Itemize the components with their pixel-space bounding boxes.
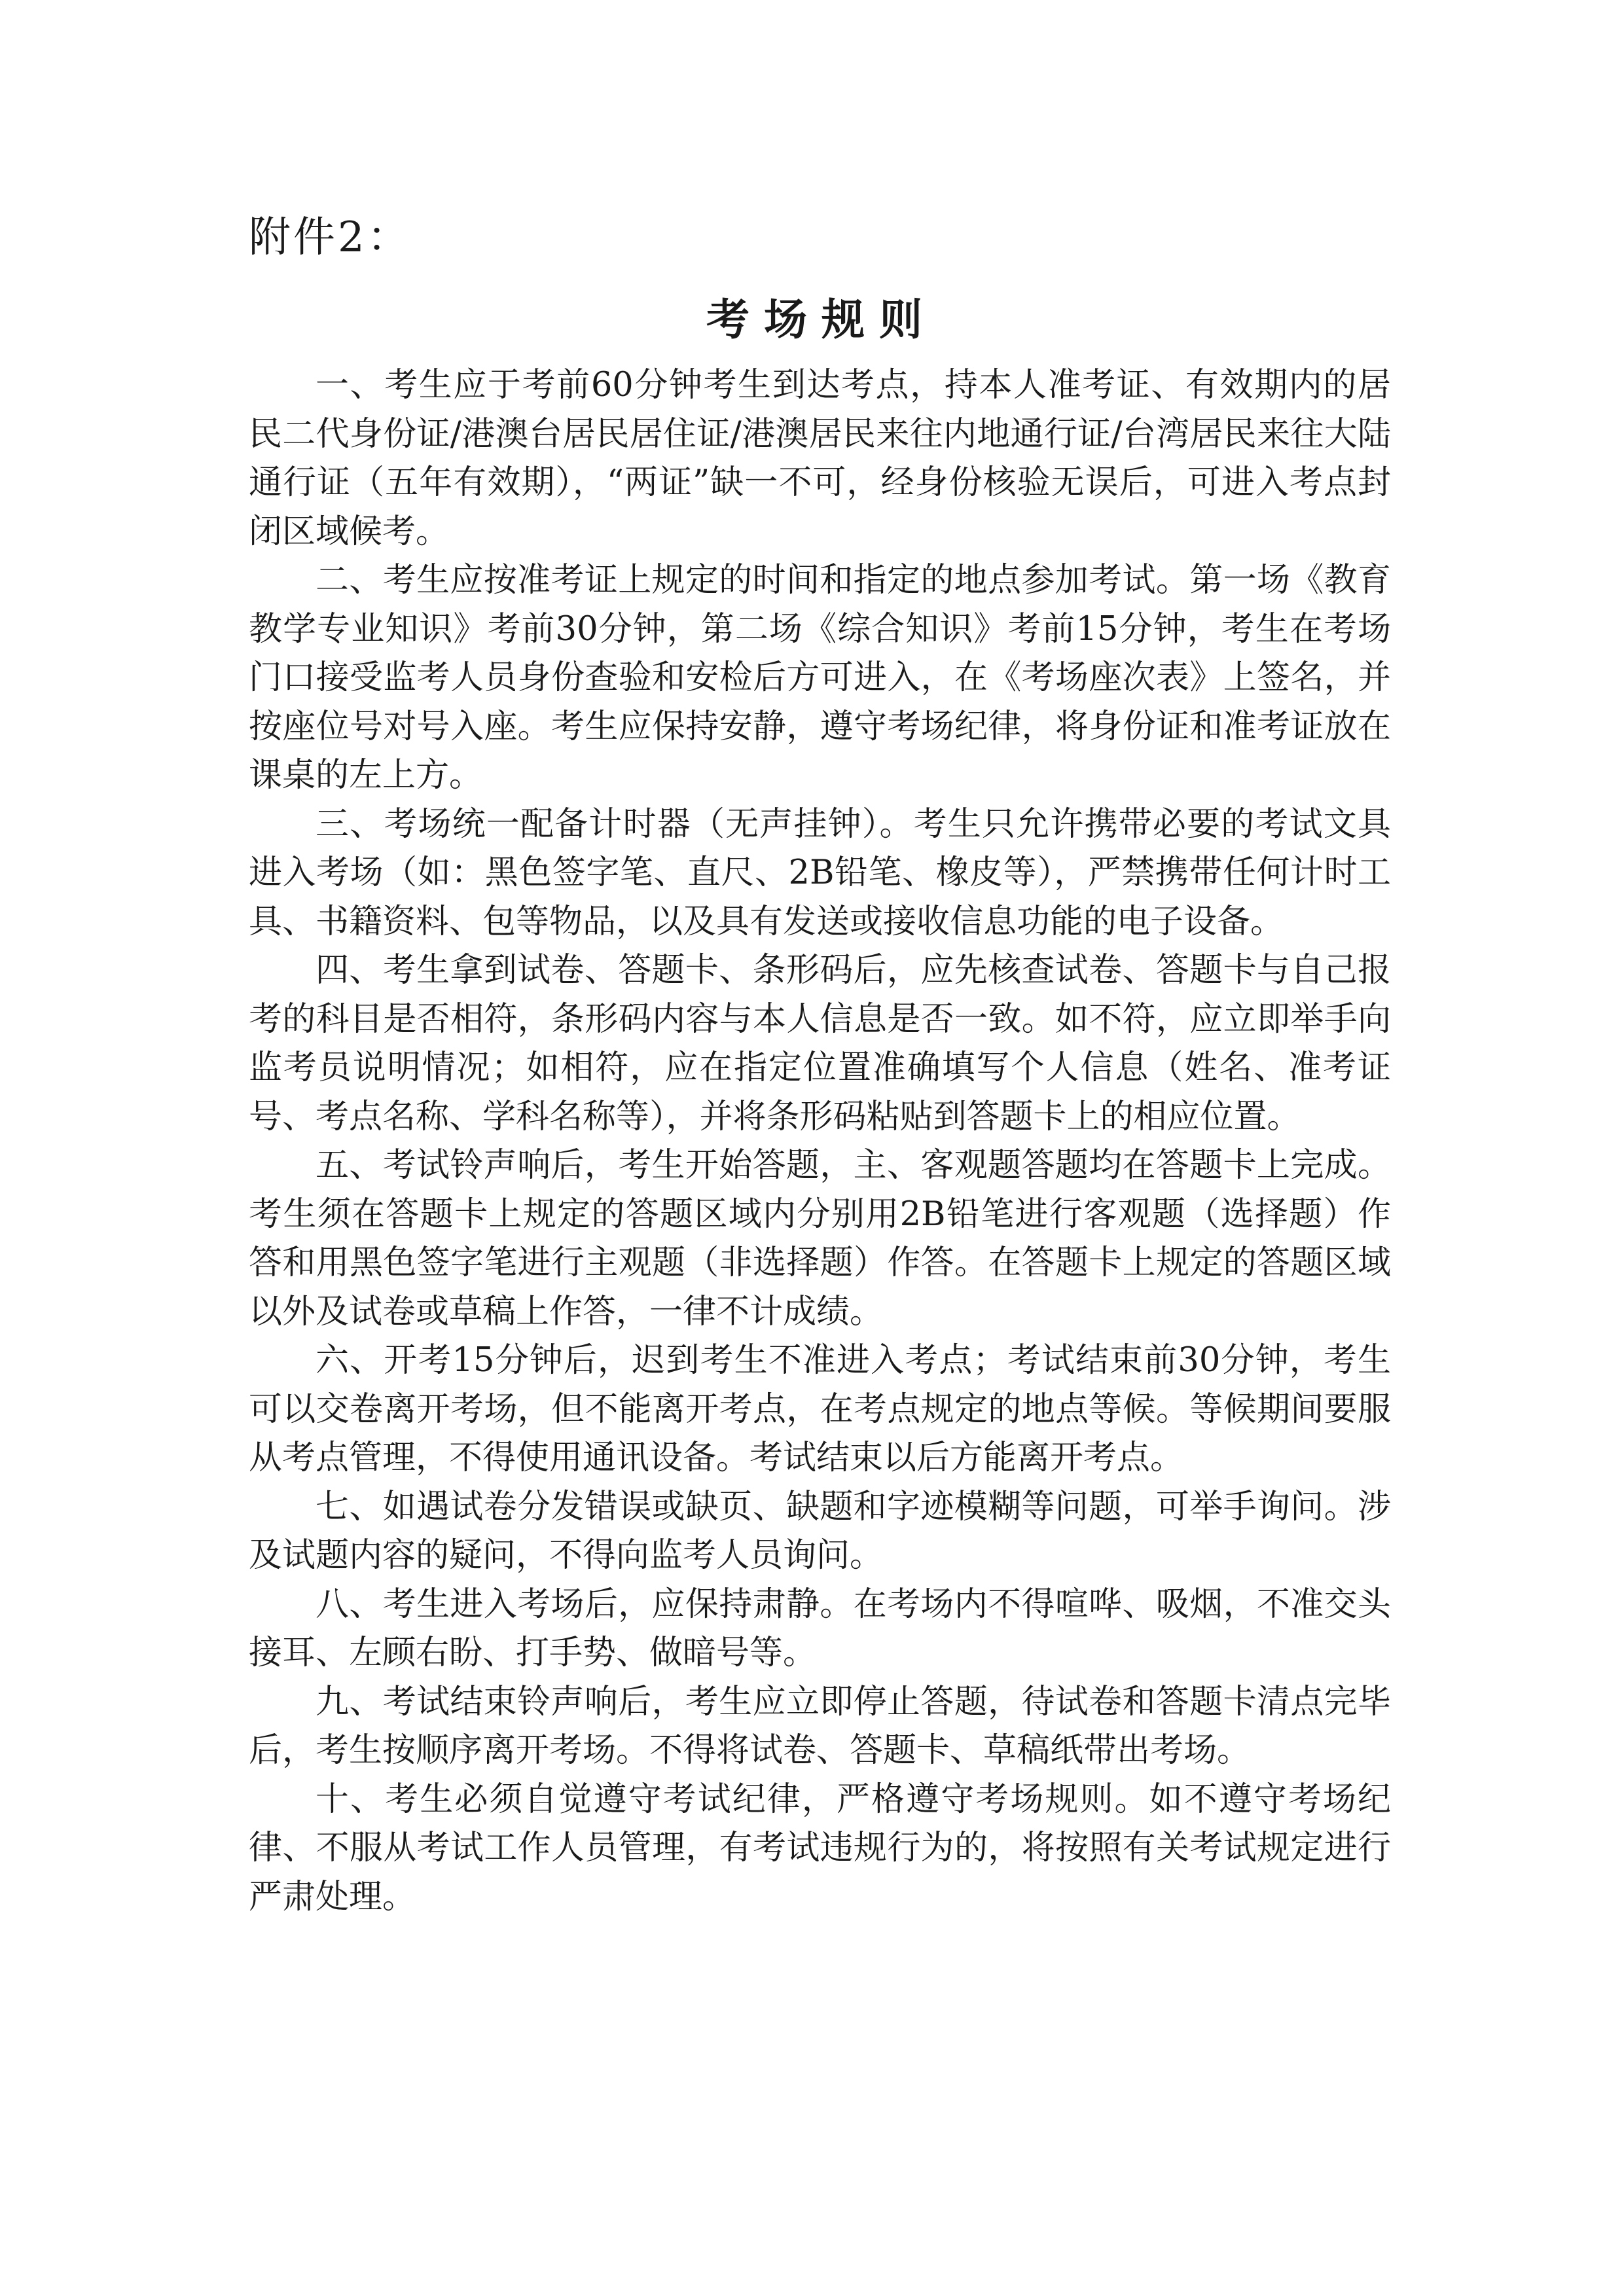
document-title: 考场规则 — [706, 294, 937, 345]
rule-paragraph-1: 一、考生应于考前60分钟考生到达考点，持本人准考证、有效期内的居民二代身份证/港澳台居民居住证/港澳居民来往内地通行证/台湾居民来往大陆通行证（五年有效期），“两证”缺一不可，经身份核验无误后，可进入考点封闭区域候考。 — [249, 366, 1391, 551]
rule-paragraph-10: 十、考生必须自觉遵守考试纪律，严格遵守考场规则。如不遵守考场纪律、不服从考试工作人员管理，有考试违规行为的，将按照有关考试规定进行严肃处理。 — [249, 1780, 1391, 1916]
rule-paragraph-8: 八、考生进入考场后，应保持肃静。在考场内不得喧哗、吸烟，不准交头接耳、左顾右盼、打手势、做暗号等。 — [249, 1585, 1391, 1672]
rule-paragraph-2: 二、考生应按准考证上规定的时间和指定的地点参加考试。第一场《教育教学专业知识》考前30分钟，第二场《综合知识》考前15分钟，考生在考场门口接受监考人员身份查验和安检后方可进入，在《考场座次表》上签名，并按座位号对号入座。考生应保持安静，遵守考场纪律，将身份证和准考证放在课桌的左上方。 — [249, 561, 1391, 795]
rule-paragraph-6: 六、开考15分钟后，迟到考生不准进入考点；考试结束前30分钟，考生可以交卷离开考场，但不能离开考点，在考点规定的地点等候。等候期间要服从考点管理，不得使用通讯设备。考试结束以后方能离开考点。 — [249, 1341, 1391, 1477]
rule-paragraph-5: 五、考试铃声响后，考生开始答题，主、客观题答题均在答题卡上完成。考生须在答题卡上规定的答题区域内分别用2B铅笔进行客观题（选择题）作答和用黑色签字笔进行主观题（非选择题）作答。在答题卡上规定的答题区域以外及试卷或草稿上作答，一律不计成绩。 — [249, 1146, 1391, 1331]
rule-paragraph-4: 四、考生拿到试卷、答题卡、条形码后，应先核查试卷、答题卡与自己报考的科目是否相符，条形码内容与本人信息是否一致。如不符，应立即举手向监考员说明情况；如相符，应在指定位置准确填写个人信息（姓名、准考证号、考点名称、学科名称等），并将条形码粘贴到答题卡上的相应位置。 — [249, 951, 1391, 1136]
attachment-label: 附件2： — [249, 213, 412, 262]
rule-paragraph-3: 三、考场统一配备计时器（无声挂钟）。考生只允许携带必要的考试文具进入考场（如：黑色签字笔、直尺、2B铅笔、橡皮等），严禁携带任何计时工具、书籍资料、包等物品，以及具有发送或接收信息功能的电子设备。 — [249, 804, 1391, 941]
rule-paragraph-7: 七、如遇试卷分发错误或缺页、缺题和字迹模糊等问题，可举手询问。涉及试题内容的疑问，不得向监考人员询问。 — [249, 1487, 1391, 1575]
rules-body — [249, 361, 1391, 1922]
rule-paragraph-9: 九、考试结束铃声响后，考生应立即停止答题，待试卷和答题卡清点完毕后，考生按顺序离开考场。不得将试卷、答题卡、草稿纸带出考场。 — [249, 1682, 1391, 1770]
